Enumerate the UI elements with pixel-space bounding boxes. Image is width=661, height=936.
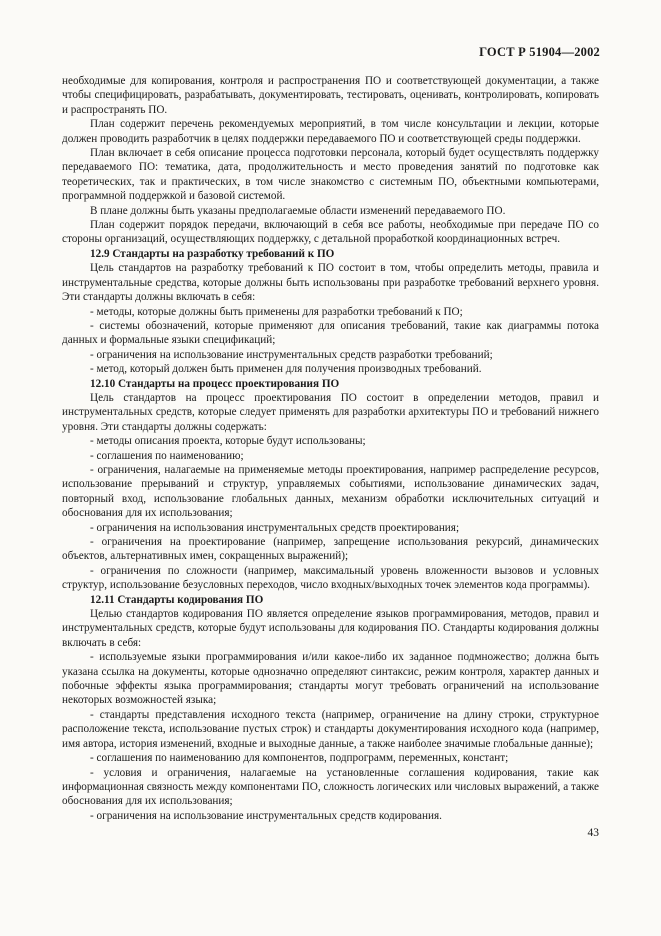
section-heading: 12.11 Стандарты кодирования ПО bbox=[90, 593, 264, 606]
list-item: - ограничения по сложности (например, максимальный уровень вложенности вызовов и условных структур, использование безусловных переходов, число входных/выходных точек элементов кода программы). bbox=[62, 564, 599, 592]
list-item: - ограничения на проектирование (например, запрещение использования рекурсий, динамических объектов, альтернативных имен, сокращенных выражений); bbox=[62, 536, 599, 563]
document-header: ГОСТ Р 51904—2002 bbox=[479, 45, 600, 59]
paragraph: План включает в себя описание процесса подготовки персонала, который будет осуществлять поддержку передаваемого ПО: тематика, дата, продолжительность и место проведения занятий по подготовке как теоретических, так и практических, в том числе знакомство с системным ПО, объектными компьютерами, программной поддержкой и базовой системой. bbox=[62, 147, 599, 203]
paragraph: Целью стандартов кодирования ПО является определение языков программирования, методов, правил и инструментальных средств, которые будут использованы для кодирования ПО. Стандарты кодирования должны включать в себя: bbox=[62, 608, 599, 649]
list-item: - ограничения, налагаемые на применяемые методы проектирования, например распределение ресурсов, использование прерываний и структур, управляемых событиями, использование динамических задач, повторный вход, использование глобальных данных, механизм обработки исключительных ситуаций и обоснования для их использования; bbox=[62, 463, 599, 520]
list-item: - методы, которые должны быть применены для разработки требований к ПО; bbox=[90, 305, 463, 318]
paragraph: План содержит перечень рекомендуемых мероприятий, в том числе консультации и лекции, которые должен проводить разработчик в целях поддержки передаваемого ПО и соответствующей среды поддержки. bbox=[62, 118, 599, 145]
paragraph: В плане должны быть указаны предполагаемые области изменений передаваемого ПО. bbox=[90, 204, 506, 217]
list-item: - условия и ограничения, налагаемые на установленные соглашения кодирования, такие как информационная связность между компонентами ПО, сложность логических или числовых выражений, а также обоснования для их использования; bbox=[62, 766, 599, 808]
paragraph: План содержит порядок передачи, включающий в себя все работы, необходимые при передаче ПО со стороны организаций, осуществляющих поддержку, с детальной проработкой координационных встреч. bbox=[62, 219, 599, 246]
list-item: - используемые языки программирования и/или какое-либо их заданное подмножество; должна быть указана ссылка на документы, которые однозначно определяют синтаксис, режим контроля, характер данных и побочные эффекты языка программирования; стандарты могут требовать ограничений на использование некоторых возможностей языка; bbox=[62, 651, 599, 707]
section-heading: 12.9 Стандарты на разработку требований к ПО bbox=[90, 247, 335, 260]
list-item: - ограничения на использование инструментальных средств разработки требований; bbox=[90, 348, 493, 361]
section-heading: 12.10 Стандарты на процесс проектирования ПО bbox=[90, 377, 340, 390]
list-item: - ограничения на использования инструментальных средств проектирования; bbox=[90, 521, 460, 534]
list-item: - соглашения по наименованию; bbox=[90, 449, 244, 462]
list-item: - метод, который должен быть применен для получения производных требований. bbox=[90, 363, 482, 376]
paragraph: необходимые для копирования, контроля и распространения ПО и соответствующей документации, а также чтобы специфицировать, разрабатывать, документировать, тестировать, оценивать, контролировать, копировать и распространять ПО. bbox=[62, 75, 599, 116]
page-number: 43 bbox=[587, 827, 599, 839]
list-item: - методы описания проекта, которые будут использованы; bbox=[90, 435, 366, 448]
paragraph: Цель стандартов на разработку требований к ПО состоит в том, чтобы определить методы, правила и инструментальные средства, которые должны быть использованы при разработке требований верхнего уровня. Эти стандарты должны включать в себя: bbox=[62, 262, 599, 304]
list-item: - системы обозначений, которые применяют для описания требований, такие как диаграммы потока данных и формальные языки спецификаций; bbox=[62, 319, 599, 347]
list-item: - соглашения по наименованию для компонентов, подпрограмм, переменных, констант; bbox=[90, 752, 509, 765]
list-item: - ограничения на использование инструментальных средств кодирования. bbox=[90, 809, 442, 822]
list-item: - стандарты представления исходного текста (например, ограничение на длину строки, структурное расположение текста, использование пустых строк) и стандарты документирования исходного кода (например, имя автора, история изменений, входные и выходные данные, а также наиболее значимые глобальные данные); bbox=[62, 708, 599, 750]
paragraph: Цель стандартов на процесс проектирования ПО состоит в определении методов, правил и инструментальных средств, которые следует применять для разработки архитектуры ПО и требований нижнего уровня. Эти стандарты должны содержать: bbox=[62, 391, 599, 433]
document-body bbox=[62, 74, 599, 823]
